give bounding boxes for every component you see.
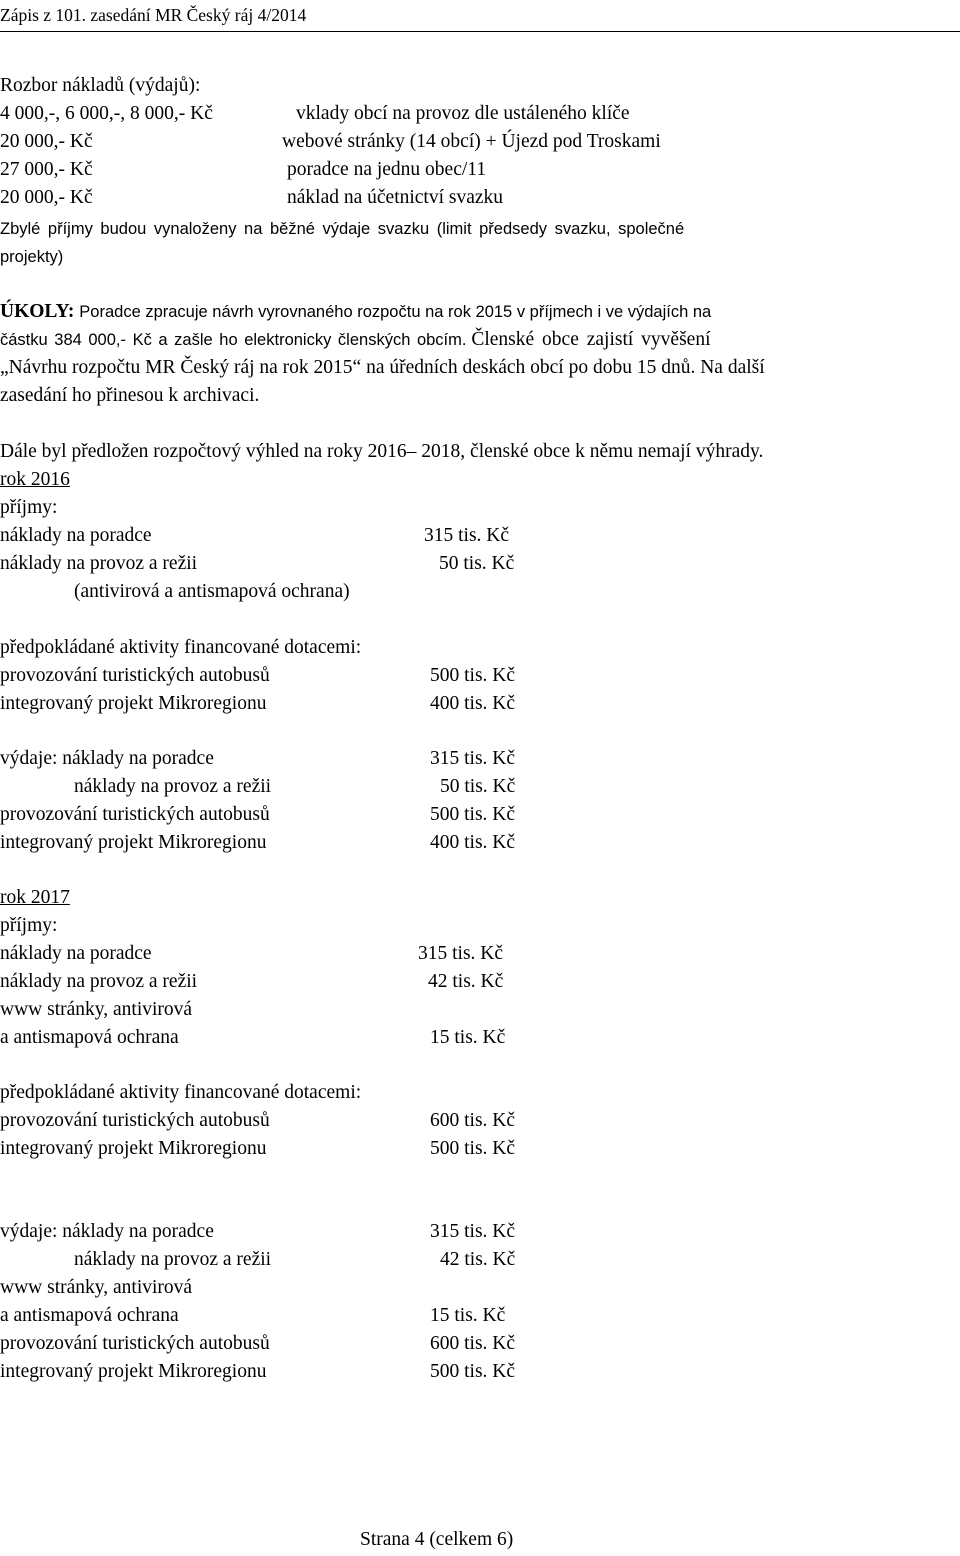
prijmy-label: příjmy: <box>0 915 58 936</box>
item-label: a antismapová ochrana <box>0 1027 179 1048</box>
item-label: a antismapová ochrana <box>0 1305 179 1326</box>
rozbor-row-amount: 27 000,- Kč <box>0 159 93 180</box>
ukoly-text: částku 384 000,- Kč a zašle ho elektronicky členských obcím. <box>0 331 467 349</box>
rozbor-row-desc: webové stránky (14 obcí) + Újezd pod Troskami <box>282 131 661 152</box>
item-value: 500 tis. Kč <box>430 804 516 825</box>
item-value: 600 tis. Kč <box>430 1333 516 1354</box>
ukoly-text: Členské obce zajistí vyvěšení <box>471 329 711 350</box>
rozbor-row-desc: náklad na účetnictví svazku <box>287 187 504 208</box>
item-label: integrovaný projekt Mikroregionu <box>0 832 267 853</box>
item-label: provozování turistických autobusů <box>0 1333 270 1354</box>
zbyle-prijmy-text: Zbylé příjmy budou vynaloženy na běžné výdaje svazku (limit předsedy svazku, společné <box>0 220 685 238</box>
item-value: 315 tis. Kč <box>430 1221 516 1242</box>
item-label: výdaje: náklady na poradce <box>0 748 214 769</box>
item-value: 600 tis. Kč <box>430 1110 516 1131</box>
item-label: náklady na provoz a režii <box>74 1249 272 1270</box>
item-label: provozování turistických autobusů <box>0 665 270 686</box>
item-label: www stránky, antivirová <box>0 1277 193 1298</box>
ukoly-line-3: „Návrhu rozpočtu MR Český ráj na rok 2015“ na úředních deskách obcí po dobu 15 dnů. Na další <box>0 357 765 378</box>
aktivity-label: předpokládané aktivity financované dotacemi: <box>0 637 362 658</box>
item-label: náklady na provoz a režii <box>74 776 272 797</box>
vyhled-text: Dále byl předložen rozpočtový výhled na roky 2016– 2018, členské obce k němu nemají výhrady. <box>0 441 764 462</box>
item-value: 315 tis. Kč <box>424 525 510 546</box>
rok-2017-title: rok 2017 <box>0 887 70 908</box>
item-value: 50 tis. Kč <box>439 553 515 574</box>
rozbor-heading: Rozbor nákladů (výdajů): <box>0 75 201 96</box>
zbyle-prijmy-text-cont: projekty) <box>0 248 64 266</box>
item-value: 42 tis. Kč <box>440 1249 516 1270</box>
item-value: 50 tis. Kč <box>440 776 516 797</box>
item-value: 315 tis. Kč <box>430 748 516 769</box>
rok-2016-title: rok 2016 <box>0 469 70 490</box>
item-label: integrovaný projekt Mikroregionu <box>0 1361 267 1382</box>
item-label: náklady na poradce <box>0 943 152 964</box>
item-value: 15 tis. Kč <box>430 1305 506 1326</box>
rozbor-row-amount: 20 000,- Kč <box>0 187 93 208</box>
item-value: 315 tis. Kč <box>418 943 504 964</box>
item-label: integrovaný projekt Mikroregionu <box>0 693 267 714</box>
item-value: 500 tis. Kč <box>430 1138 516 1159</box>
document-header: Zápis z 101. zasedání MR Český ráj 4/2014 <box>0 5 307 25</box>
aktivity-label: předpokládané aktivity financované dotacemi: <box>0 1082 362 1103</box>
ukoly-line-2 <box>0 328 711 352</box>
prijmy-label: příjmy: <box>0 497 58 518</box>
item-value: 500 tis. Kč <box>430 665 516 686</box>
item-label: provozování turistických autobusů <box>0 1110 270 1131</box>
ukoly-text: Poradce zpracuje návrh vyrovnaného rozpočtu na rok 2015 v příjmech i ve výdajích na <box>79 303 712 321</box>
item-label: náklady na provoz a režii <box>0 971 198 992</box>
ukoly-label: ÚKOLY: <box>0 301 75 322</box>
item-label: integrovaný projekt Mikroregionu <box>0 1138 267 1159</box>
rozbor-row-amount: 20 000,- Kč <box>0 131 93 152</box>
header-rule <box>0 31 960 32</box>
item-label: www stránky, antivirová <box>0 999 193 1020</box>
item-value: 15 tis. Kč <box>430 1027 506 1048</box>
item-value: 42 tis. Kč <box>428 971 504 992</box>
page-footer: Strana 4 (celkem 6) <box>360 1529 514 1550</box>
item-value: 400 tis. Kč <box>430 832 516 853</box>
ukoly-line-4: zasedání ho přinesou k archivaci. <box>0 385 260 406</box>
item-label: náklady na poradce <box>0 525 152 546</box>
ukoly-line-1 <box>0 300 711 324</box>
item-label: výdaje: náklady na poradce <box>0 1221 214 1242</box>
item-label: náklady na provoz a režii <box>0 553 198 574</box>
item-value: 400 tis. Kč <box>430 693 516 714</box>
item-note: (antivirová a antismapová ochrana) <box>74 581 350 602</box>
rozbor-row-desc: poradce na jednu obec/11 <box>287 159 487 180</box>
item-label: provozování turistických autobusů <box>0 804 270 825</box>
rozbor-row-amount: 4 000,-, 6 000,-, 8 000,- Kč <box>0 103 213 124</box>
rozbor-row-desc: vklady obcí na provoz dle ustáleného klíče <box>296 103 630 124</box>
item-value: 500 tis. Kč <box>430 1361 516 1382</box>
